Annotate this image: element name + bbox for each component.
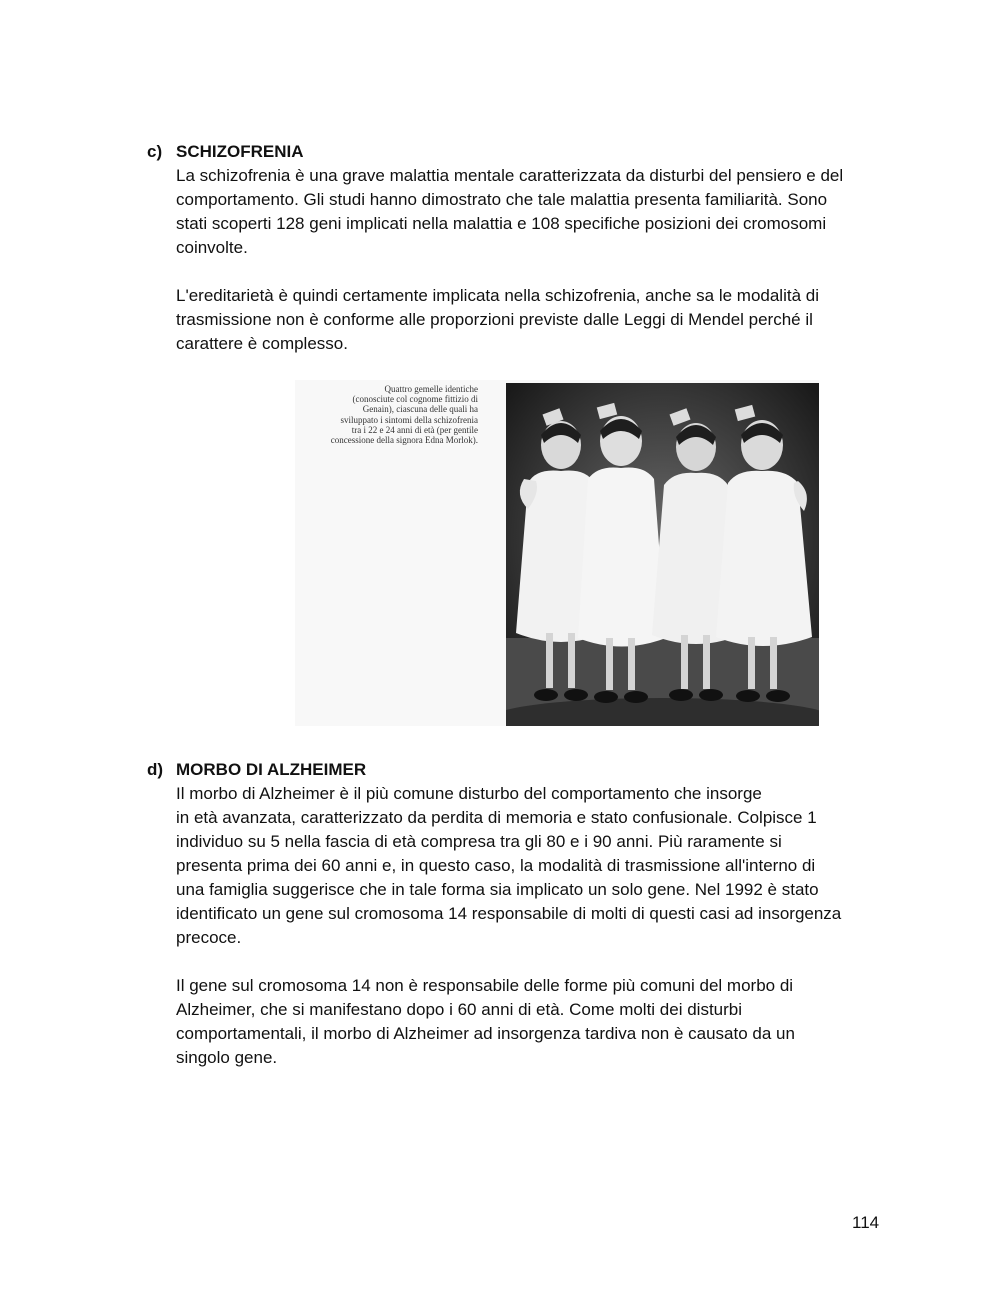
page-number: 114 bbox=[852, 1213, 880, 1232]
section-morbo-di-alzheimer bbox=[147, 758, 907, 1070]
section-body bbox=[176, 164, 907, 356]
paragraph: La schizofrenia è una grave malattia mentale caratterizzata da disturbi del pensiero e del comportamento. Gli studi hanno dimostrato che tale malattia presenta familiarità. Sono stati scoperti 128 geni implicati nella malattia e 108 specifiche posizioni dei cromosomi coinvolte. bbox=[176, 166, 844, 257]
section-title: SCHIZOFRENIA bbox=[176, 142, 304, 161]
section-title: MORBO DI ALZHEIMER bbox=[176, 760, 367, 779]
section-letter: d) bbox=[147, 760, 164, 779]
paragraph: Il morbo di Alzheimer è il più comune disturbo del comportamento che insorge in età avanzata, caratterizzato da perdita di memoria e stato confusionale. Colpisce 1 individuo su 5 nella fascia di età compresa tra gli 80 e i 90 anni. Più raramente si presenta prima dei 60 anni e, in questo caso, la modalità di trasmissione all'interno di una famiglia suggerisce che in tale forma sia implicato un solo gene. Nel 1992 è stato identificato un gene sul cromosoma 14 responsabile di molti di questi casi ad insorgenza precoce. bbox=[176, 784, 842, 947]
figure-caption: Quattro gemelle identiche (conosciute col cognome fittizio di Genain), ciascuna delle quali ha sviluppato i sintomi della schizofrenia tra i 22 e 24 anni di età (per gentile concessione della signora Edna Morlok). bbox=[330, 384, 478, 446]
section-heading bbox=[147, 758, 907, 782]
section-schizofrenia bbox=[147, 140, 907, 356]
section-body bbox=[176, 782, 907, 1070]
paragraph: L'ereditarietà è quindi certamente implicata nella schizofrenia, anche sa le modalità di trasmissione non è conforme alle proporzioni previste dalle Leggi di Mendel perché il carattere è complesso. bbox=[176, 286, 819, 353]
quadruplets-photo-icon bbox=[506, 383, 819, 726]
section-letter: c) bbox=[147, 142, 163, 161]
figure-genain-quadruplets bbox=[295, 380, 819, 726]
section-heading bbox=[147, 140, 907, 164]
paragraph: Il gene sul cromosoma 14 non è responsabile delle forme più comuni del morbo di Alzheimer, che si manifestano dopo i 60 anni di età. Come molti dei disturbi comportamentali, il morbo di Alzheimer ad insorgenza tardiva non è causato da un singolo gene. bbox=[176, 976, 795, 1067]
